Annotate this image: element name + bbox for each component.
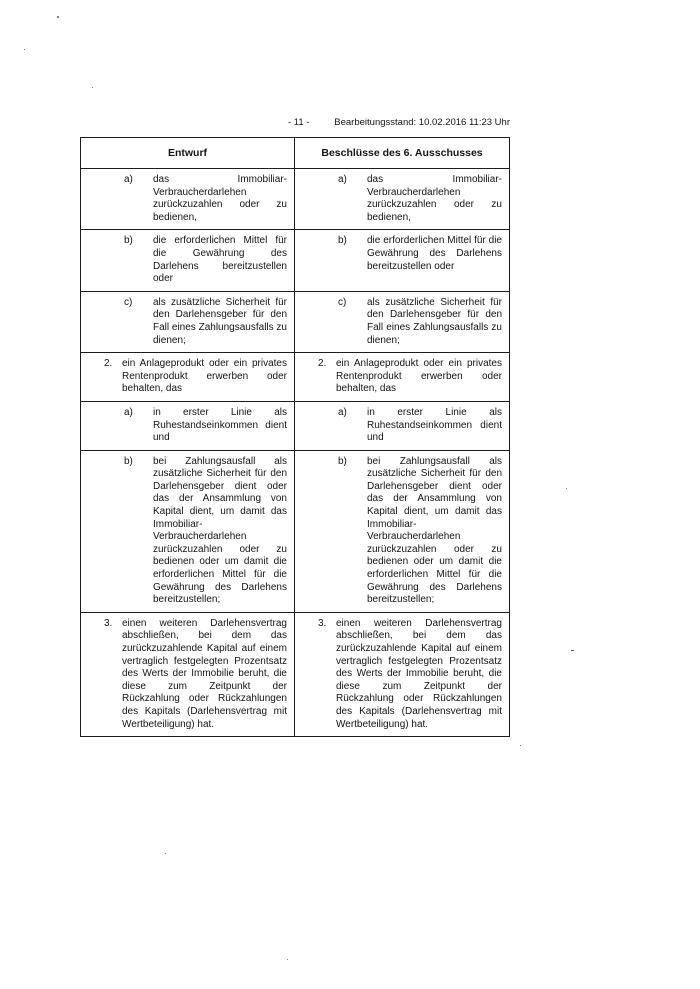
scan-speck [24,49,25,50]
scan-speck [92,87,93,88]
item-marker: b) [338,235,347,247]
table-row [81,612,510,736]
table-row [81,450,510,612]
scan-speck [520,745,521,746]
scan-speck [566,488,567,489]
item-marker: 2. [318,358,327,370]
item-marker: b) [124,235,133,247]
table-row [81,401,510,450]
item-text: einen weiteren Darlehensvertrag abschließen, bei dem das zurückzuzahlende Kapital auf einem vertraglich festgelegten Prozentsatz des Werts der Immobilie beruht, die diese zum Zeitpunkt der Rückzahlung oder Rückzahlungen des Kapitals (Darlehensvertrag mit Wertbeteiligung) hat. [336,617,502,730]
item-text: ein Anlageprodukt oder ein privates Rentenprodukt erwerben oder behalten, das [122,358,287,395]
item-text: die erforderlichen Mittel für die Gewährung des Darlehens bereitzustellen oder [153,235,287,285]
scan-speck [287,959,288,960]
beschluss-cell [295,230,510,291]
item-marker: a) [124,406,133,418]
item-text: einen weiteren Darlehensvertrag abschließen, bei dem das zurückzuzahlende Kapital auf einem vertraglich festgelegten Prozentsatz des Werts der Immobilie beruht, die diese zum Zeitpunkt der Rückzahlung oder Rückzahlungen des Kapitals (Darlehensvertrag mit Wertbeteiligung) hat. [122,617,287,730]
entwurf-cell [81,353,295,402]
table-row [81,230,510,291]
table-row [81,291,510,352]
table-header-row [81,138,510,169]
item-marker: b) [338,455,347,467]
entwurf-cell [81,291,295,352]
column-header-entwurf: Entwurf [81,138,295,169]
item-text: bei Zahlungsausfall als zusätzliche Sicherheit für den Darlehensgeber dient oder das der Ansammlung von Kapital dient, um damit das Immobiliar-Verbraucherdarlehen zurückzuzahlen oder zu bedienen oder um damit die erforderlichen Mittel für die Gewährung des Darlehens bereitzustellen; [367,455,502,606]
beschluss-cell [295,353,510,402]
beschluss-cell [295,450,510,612]
entwurf-cell [81,230,295,291]
item-text: bei Zahlungsausfall als zusätzliche Sicherheit für den Darlehensgeber dient oder das der Ansammlung von Kapital dient, um damit das Immobiliar-Verbraucherdarlehen zurückzuzahlen oder zu bedienen oder um damit die erforderlichen Mittel für die Gewährung des Darlehens bereitzustellen; [153,455,287,606]
beschluss-cell [295,401,510,450]
beschluss-cell [295,291,510,352]
item-text: das Immobiliar-Verbraucherdarlehen zurückzuzahlen oder zu bedienen, [153,174,287,223]
table-row [81,353,510,402]
item-text: als zusätzliche Sicherheit für den Darlehensgeber für den Fall eines Zahlungsausfalls zu dienen; [367,296,502,346]
item-text: als zusätzliche Sicherheit für den Darlehensgeber für den Fall eines Zahlungsausfalls zu dienen; [153,296,287,346]
table-row [81,169,510,230]
item-text: die erforderlichen Mittel für die Gewährung des Darlehens bereitzustellen oder [367,235,502,272]
scan-speck [571,650,574,651]
processing-status: Bearbeitungsstand: 10.02.2016 11:23 Uhr [334,117,510,128]
page-header [80,117,510,133]
item-marker: c) [338,296,347,308]
entwurf-cell [81,450,295,612]
item-marker: 3. [104,617,113,629]
entwurf-cell [81,401,295,450]
item-marker: a) [124,174,133,185]
scan-speck [165,853,166,854]
item-text: in erster Linie als Ruhestandseinkommen dient und [367,406,502,444]
item-text: das Immobiliar-Verbraucherdarlehen zurückzuzahlen oder zu bedienen, [367,174,502,223]
beschluss-cell [295,169,510,230]
item-marker: a) [338,406,347,418]
column-header-beschluesse: Beschlüsse des 6. Ausschusses [295,138,510,169]
item-marker: a) [338,174,347,185]
item-marker: c) [124,296,133,308]
entwurf-cell [81,612,295,736]
item-text: ein Anlageprodukt oder ein privates Rentenprodukt erwerben oder behalten, das [336,358,502,395]
item-marker: b) [124,455,133,467]
item-text: in erster Linie als Ruhestandseinkommen dient und [153,406,287,444]
entwurf-cell [81,169,295,230]
synopsis-table [80,137,510,737]
item-marker: 2. [104,358,113,370]
scan-speck [57,16,59,18]
beschluss-cell [295,612,510,736]
page-number: - 11 - [288,117,310,128]
item-marker: 3. [318,617,327,629]
